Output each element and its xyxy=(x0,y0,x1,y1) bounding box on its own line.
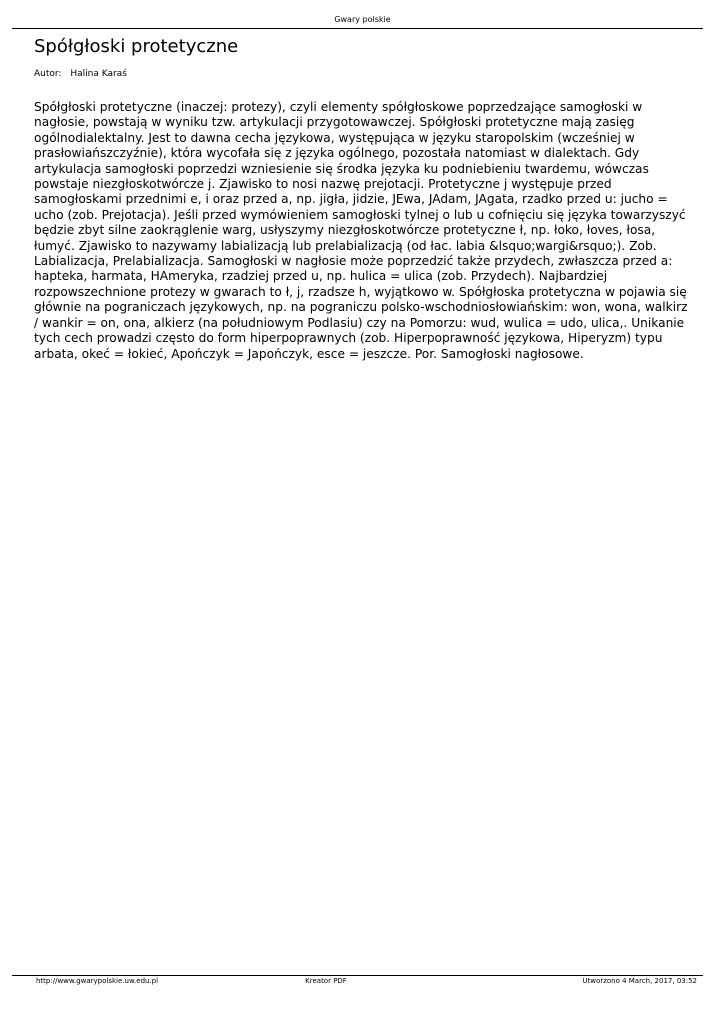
article-title: Spółgłoski protetyczne xyxy=(34,36,239,57)
author-name: Halina Karaś xyxy=(70,69,127,79)
footer-url: http://www.gwarypolskie.uw.edu.pl xyxy=(36,977,159,985)
header-divider xyxy=(12,28,703,29)
author-label: Autor: xyxy=(34,69,62,79)
footer-created-date: Utworzono 4 March, 2017, 03:52 xyxy=(582,977,697,985)
author-line xyxy=(34,68,127,80)
footer-divider xyxy=(12,975,703,976)
page-header: Gwary polskie xyxy=(334,15,391,24)
article-body: Spółgłoski protetyczne (inaczej: protezy), czyli elementy spółgłoskowe poprzedzające samogłoski w nagłosie, powstają w wyniku tzw. artykulacji przygotowawczej. Spółgłoski protetyczne mają zasięg ogólnodialektalny. Jest to dawna cecha językowa, występująca w języku staropolskim (wcześniej w prasłowiańszczyźnie), która wycofała się z języka ogólnego, pozostała natomiast w dialektach. Gdy artykulacja samogłoski poprzedzi wzniesienie się środka języka ku podniebieniu twardemu, wówczas powstaje niezgłoskotwórcze j. Zjawisko to nosi nazwę prejotacji. Protetyczne j występuje przed samogłoskami przednimi e, i oraz przed a, np. jigła, jidzie, JEwa, JAdam, JAgata, rzadko przed u: jucho = ucho (zob. Prejotacja). Jeśli przed wymówieniem samogłoski tylnej o lub u cofnięciu się języka towarzyszyć będzie zbyt silne zaokrąglenie warg, usłyszymy niezgłoskotwórcze protetyczne ł, np. łoko, łoves, łosa, łumyć. Zjawisko to nazywamy labializacją lub prelabializacją (od łac. labia &lsquo;wargi&rsquo;). Zob. Labializacja, Prelabializacja. Samogłoski w nagłosie może poprzedzić także przydech, zwłaszcza przed a: hapteka, harmata, HAmeryka, rzadziej przed u, np. hulica = ulica (zob. Przydech). Najbardziej rozpowszechnione protezy w gwarach to ł, j, rzadsze h, wyjątkowo w. Spółgłoska protetyczna w pojawia się głównie na pograniczach językowych, np. na pograniczu polsko-wschodniosłowiańskim: won, wona, walkirz / wankir = on, ona, alkierz (na południowym Podlasiu) czy na Pomorzu: wud, wulica = udo, ulica,. Unikanie tych cech prowadzi często do form hiperpoprawnych (zob. Hiperpoprawność językowa, Hiperyzm) typu arbata, okeć = łokieć, Apończyk = Japończyk, esce = jeszcze. Por. Samogłoski nagłosowe. xyxy=(34,100,688,361)
footer-generator: Kreator PDF xyxy=(305,977,347,985)
page-footer xyxy=(0,977,725,987)
